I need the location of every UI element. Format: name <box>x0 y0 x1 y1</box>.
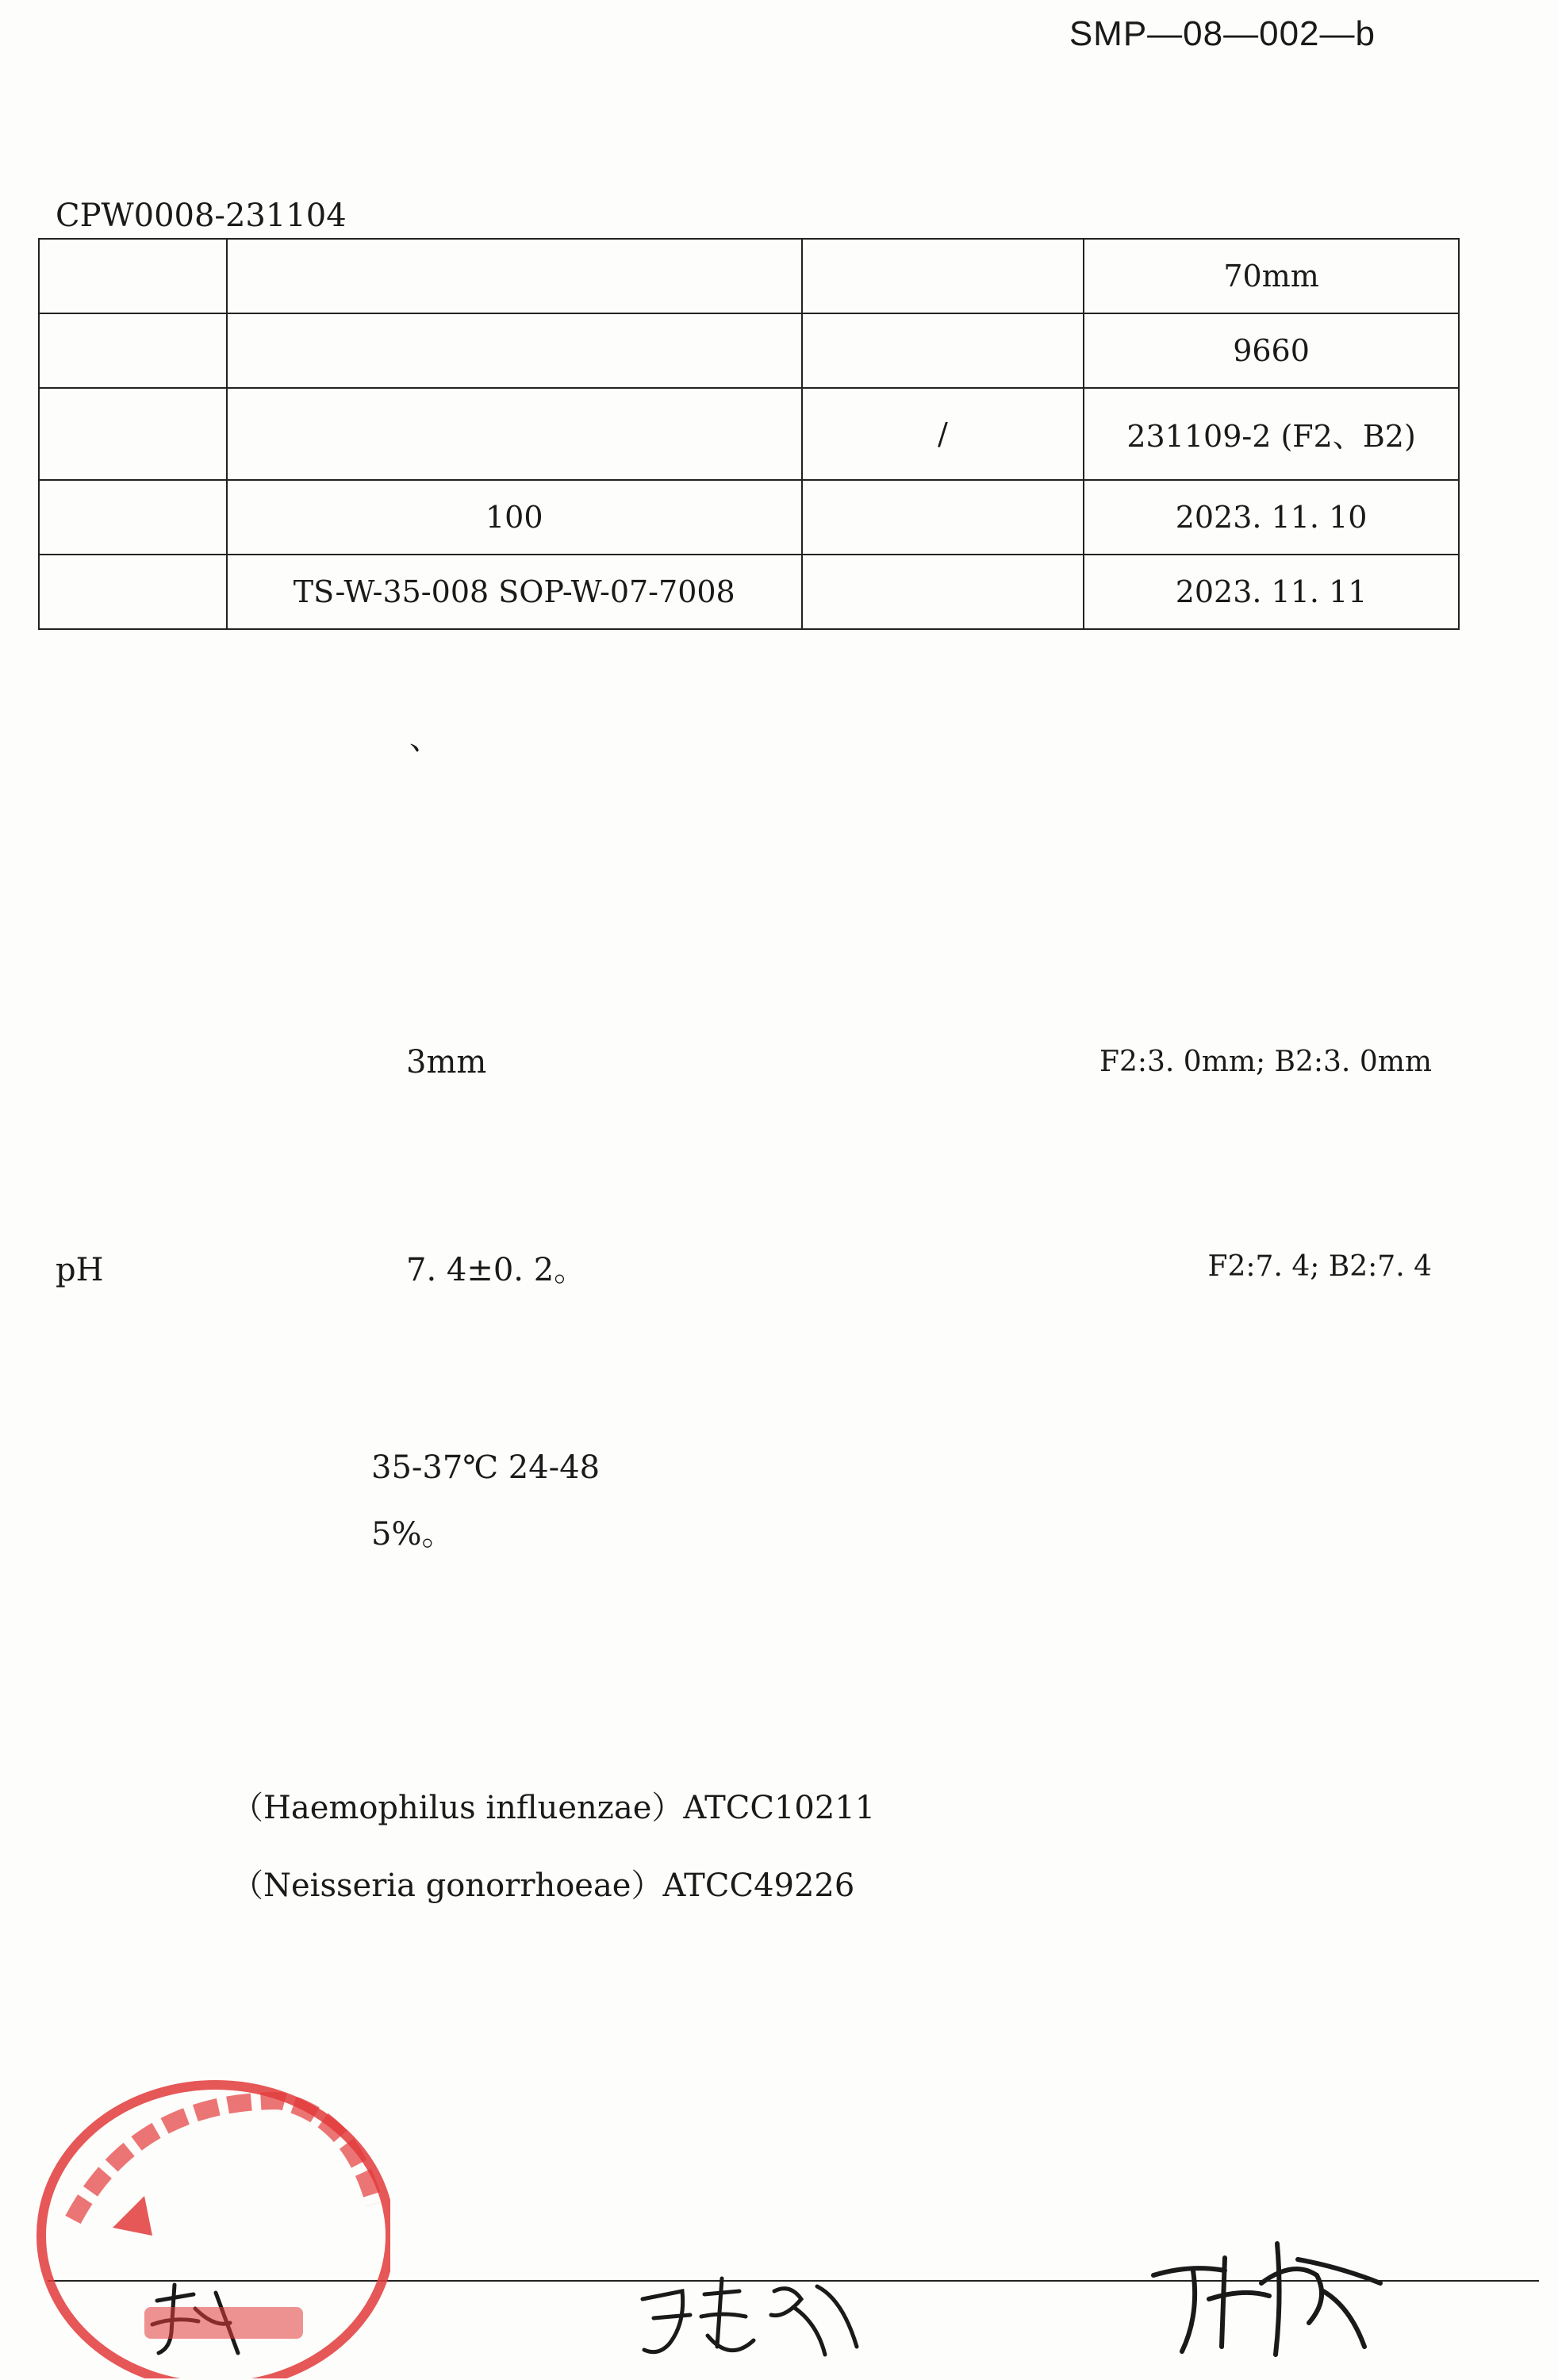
item-standard-appearance <box>409 700 441 777</box>
table-cell: 231109-2 (F2、B2) <box>1084 388 1459 480</box>
item-standard-agar-thickness <box>406 1023 486 1101</box>
table-row <box>39 480 1459 555</box>
item-standard-microbial-limit <box>371 1434 600 1568</box>
table-cell: 2023. 11. 11 <box>1084 555 1459 629</box>
table-cell <box>227 388 802 480</box>
table-cell: / <box>802 388 1084 480</box>
table-cell <box>802 555 1084 629</box>
table-cell <box>39 480 227 555</box>
table-row <box>39 239 1459 313</box>
table-row <box>39 388 1459 480</box>
table-row <box>39 313 1459 388</box>
document-code: SMP—08—002—b <box>1069 14 1376 53</box>
standard-line: 3mm <box>406 1044 487 1081</box>
item-result-agar-thickness: F2:3. 0mm; B2:3. 0mm <box>1099 1046 1432 1078</box>
company-seal <box>17 2045 390 2378</box>
table-cell <box>39 239 227 313</box>
standard-line: 5%。 <box>371 1516 454 1553</box>
item-name-ph: pH <box>56 1252 104 1288</box>
standard-line: 、 <box>409 720 441 757</box>
standard-line: （Haemophilus influenzae）ATCC10211 <box>232 1790 876 1826</box>
table-cell <box>227 313 802 388</box>
table-cell <box>802 313 1084 388</box>
table-cell <box>802 239 1084 313</box>
item-standard-ph <box>406 1231 585 1309</box>
table-row <box>39 555 1459 629</box>
table-cell: 2023. 11. 10 <box>1084 480 1459 555</box>
table-cell <box>802 480 1084 555</box>
report-number-value: CPW0008-231104 <box>56 198 347 234</box>
table-cell <box>39 313 227 388</box>
table-cell <box>39 388 227 480</box>
table-cell: 100 <box>227 480 802 555</box>
item-result-ph: F2:7. 4; B2:7. 4 <box>1207 1250 1432 1283</box>
responsible-signature <box>1142 2212 1404 2370</box>
table-cell <box>39 555 227 629</box>
item-standard-growth-characteristics <box>232 1769 875 1925</box>
table-cell: 70mm <box>1084 239 1459 313</box>
reviewer-signature <box>635 2267 873 2370</box>
table-cell: 9660 <box>1084 313 1459 388</box>
info-table <box>38 238 1460 630</box>
table-cell <box>227 239 802 313</box>
standard-line: 35-37℃ 24-48 <box>371 1449 601 1486</box>
report-number <box>56 197 347 234</box>
standard-line: （Neisseria gonorrhoeae）ATCC49226 <box>232 1868 855 1904</box>
standard-line: 7. 4±0. 2。 <box>406 1252 586 1288</box>
table-cell: TS-W-35-008 SOP-W-07-7008 <box>227 555 802 629</box>
